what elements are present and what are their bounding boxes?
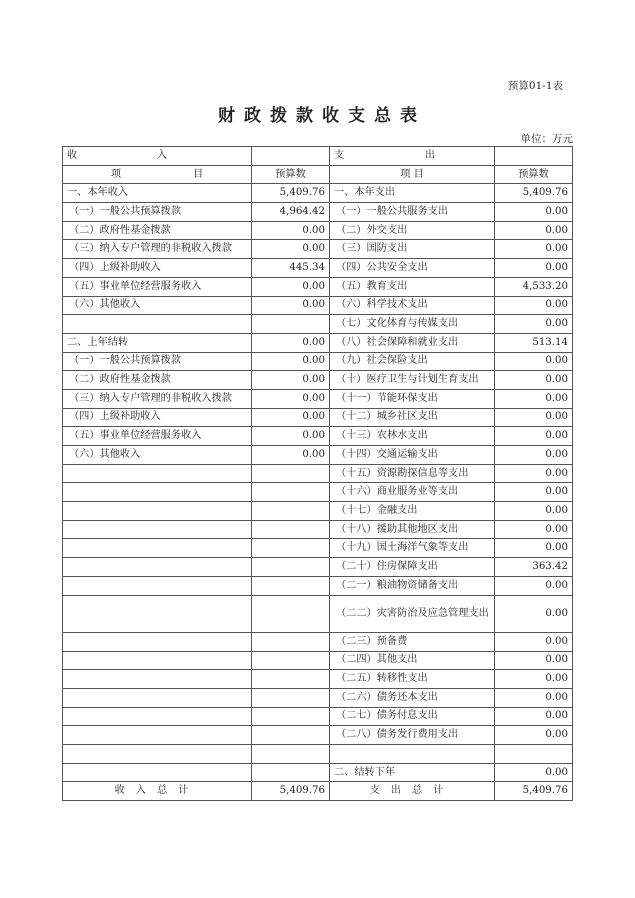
table-row — [63, 371, 573, 390]
table-row — [63, 184, 573, 203]
page-title: 财政拨款收支总表 — [218, 106, 426, 126]
income-item: （五）事业单位经营服务收入 — [63, 277, 252, 296]
income-value — [252, 632, 330, 651]
expense-item: （二三）预备费 — [330, 632, 495, 651]
table-row — [63, 315, 573, 334]
expense-value: 0.00 — [495, 539, 573, 558]
expense-item: （二一）粮油物资储备支出 — [330, 576, 495, 595]
section-header-row — [63, 147, 573, 166]
expense-item-header: 项 目 — [330, 165, 495, 184]
income-item: （二）政府性基金拨款 — [63, 371, 252, 390]
table-row — [63, 632, 573, 651]
budget-table — [62, 146, 573, 801]
table-row — [63, 670, 573, 689]
expense-value: 0.00 — [495, 502, 573, 521]
expense-item: （五）教育支出 — [330, 277, 495, 296]
expense-item: （四）公共安全支出 — [330, 259, 495, 278]
income-item: 二、上年结转 — [63, 333, 252, 352]
income-item — [63, 483, 252, 502]
income-value: 0.00 — [252, 277, 330, 296]
income-item — [63, 595, 252, 632]
income-value: 4,964.42 — [252, 203, 330, 222]
totals-row — [63, 782, 573, 801]
expense-value: 0.00 — [495, 240, 573, 259]
table-row — [63, 446, 573, 465]
table-row — [63, 688, 573, 707]
expense-item: （二七）债务付息支出 — [330, 707, 495, 726]
expense-value: 0.00 — [495, 464, 573, 483]
income-value — [252, 726, 330, 745]
income-item — [63, 763, 252, 782]
table-row — [63, 240, 573, 259]
income-item — [63, 670, 252, 689]
table-row — [63, 427, 573, 446]
table-row — [63, 483, 573, 502]
income-value — [252, 558, 330, 577]
expense-item: （一）一般公共服务支出 — [330, 203, 495, 222]
income-value — [252, 502, 330, 521]
expense-item: （六）科学技术支出 — [330, 296, 495, 315]
income-item: （二）政府性基金拨款 — [63, 221, 252, 240]
income-value — [252, 707, 330, 726]
income-item-header: 项 目 — [63, 165, 252, 184]
expense-value: 0.00 — [495, 763, 573, 782]
expense-total-label: 支出总计 — [330, 782, 495, 801]
expense-value: 0.00 — [495, 352, 573, 371]
income-item — [63, 707, 252, 726]
table-row — [63, 763, 573, 782]
table-row — [63, 726, 573, 745]
expense-item: （十七）金融支出 — [330, 502, 495, 521]
income-value: 0.00 — [252, 427, 330, 446]
expense-value: 0.00 — [495, 389, 573, 408]
expense-item: （九）社会保险支出 — [330, 352, 495, 371]
expense-value — [495, 745, 573, 764]
income-total-value: 5,409.76 — [252, 782, 330, 801]
expense-item: （十四）交通运输支出 — [330, 446, 495, 465]
expense-value: 0.00 — [495, 259, 573, 278]
expense-value: 0.00 — [495, 595, 573, 632]
table-row — [63, 464, 573, 483]
income-item — [63, 632, 252, 651]
expense-value: 0.00 — [495, 371, 573, 390]
income-value — [252, 539, 330, 558]
expense-item: （二四）其他支出 — [330, 651, 495, 670]
table-row — [63, 595, 573, 632]
expense-item: （十一）节能环保支出 — [330, 389, 495, 408]
expense-value: 0.00 — [495, 427, 573, 446]
income-value: 0.00 — [252, 389, 330, 408]
income-value — [252, 520, 330, 539]
income-item — [63, 688, 252, 707]
income-item — [63, 539, 252, 558]
expense-item: （十九）国土海洋气象等支出 — [330, 539, 495, 558]
income-value — [252, 651, 330, 670]
expense-value: 0.00 — [495, 576, 573, 595]
table-row — [63, 203, 573, 222]
expense-item: （二）外交支出 — [330, 221, 495, 240]
income-item — [63, 520, 252, 539]
income-value: 0.00 — [252, 352, 330, 371]
expense-total-value: 5,409.76 — [495, 782, 573, 801]
table-row — [63, 352, 573, 371]
expense-section-header: 支 出 — [330, 147, 495, 166]
expense-item: （二五）转移性支出 — [330, 670, 495, 689]
expense-value: 0.00 — [495, 632, 573, 651]
income-value — [252, 464, 330, 483]
income-value: 5,409.76 — [252, 184, 330, 203]
table-row — [63, 745, 573, 764]
expense-item: （十三）农林水支出 — [330, 427, 495, 446]
expense-value: 513.14 — [495, 333, 573, 352]
expense-section-blank — [495, 147, 573, 166]
income-item — [63, 315, 252, 334]
income-item — [63, 558, 252, 577]
table-row — [63, 389, 573, 408]
income-item: （六）其他收入 — [63, 296, 252, 315]
expense-item: （十五）资源勘探信息等支出 — [330, 464, 495, 483]
income-item: （一）一般公共预算拨款 — [63, 203, 252, 222]
table-row — [63, 558, 573, 577]
expense-item: （二八）债务发行费用支出 — [330, 726, 495, 745]
expense-item — [330, 745, 495, 764]
income-value — [252, 745, 330, 764]
income-section-blank — [252, 147, 330, 166]
expense-value: 0.00 — [495, 203, 573, 222]
table-row — [63, 539, 573, 558]
table-row — [63, 576, 573, 595]
income-budget-header: 预算数 — [252, 165, 330, 184]
expense-item: （十六）商业服务业等支出 — [330, 483, 495, 502]
income-item — [63, 502, 252, 521]
expense-value: 0.00 — [495, 688, 573, 707]
expense-item: （二二）灾害防治及应急管理支出 — [330, 595, 495, 632]
income-value — [252, 483, 330, 502]
table-row — [63, 277, 573, 296]
expense-value: 0.00 — [495, 726, 573, 745]
income-item: （五）事业单位经营服务收入 — [63, 427, 252, 446]
income-value — [252, 688, 330, 707]
expense-item: （八）社会保障和就业支出 — [330, 333, 495, 352]
income-value — [252, 315, 330, 334]
expense-value: 0.00 — [495, 707, 573, 726]
income-total-label: 收入总计 — [63, 782, 252, 801]
income-value — [252, 576, 330, 595]
table-row — [63, 651, 573, 670]
table-row — [63, 221, 573, 240]
table-row — [63, 707, 573, 726]
income-value: 0.00 — [252, 221, 330, 240]
income-item — [63, 726, 252, 745]
income-value: 0.00 — [252, 333, 330, 352]
expense-item: 一、本年支出 — [330, 184, 495, 203]
expense-item: （二十）住房保障支出 — [330, 558, 495, 577]
income-value — [252, 670, 330, 689]
income-item: （三）纳入专户管理的非税收入拨款 — [63, 240, 252, 259]
income-item — [63, 651, 252, 670]
expense-item: （七）文化体育与传媒支出 — [330, 315, 495, 334]
expense-value: 0.00 — [495, 221, 573, 240]
expense-item: 二、结转下年 — [330, 763, 495, 782]
income-value: 0.00 — [252, 408, 330, 427]
expense-budget-header: 预算数 — [495, 165, 573, 184]
expense-value: 0.00 — [495, 408, 573, 427]
expense-value: 363.42 — [495, 558, 573, 577]
expense-value: 0.00 — [495, 670, 573, 689]
expense-item: （三）国防支出 — [330, 240, 495, 259]
expense-value: 5,409.76 — [495, 184, 573, 203]
expense-value: 0.00 — [495, 483, 573, 502]
table-row — [63, 259, 573, 278]
income-value: 0.00 — [252, 240, 330, 259]
income-item: （一）一般公共预算拨款 — [63, 352, 252, 371]
column-header-row — [63, 165, 573, 184]
income-value: 445.34 — [252, 259, 330, 278]
income-value: 0.00 — [252, 446, 330, 465]
expense-value: 0.00 — [495, 651, 573, 670]
income-value: 0.00 — [252, 371, 330, 390]
income-item — [63, 576, 252, 595]
expense-value: 0.00 — [495, 315, 573, 334]
expense-item: （十二）城乡社区支出 — [330, 408, 495, 427]
expense-value: 4,533.20 — [495, 277, 573, 296]
income-item — [63, 464, 252, 483]
unit-label: 单位：万元 — [520, 133, 573, 145]
income-item: （六）其他收入 — [63, 446, 252, 465]
table-row — [63, 296, 573, 315]
table-row — [63, 502, 573, 521]
table-row — [63, 408, 573, 427]
expense-value: 0.00 — [495, 296, 573, 315]
income-item: 一、本年收入 — [63, 184, 252, 203]
income-item: （三）纳入专户管理的非税收入拨款 — [63, 389, 252, 408]
income-item: （四）上级补助收入 — [63, 408, 252, 427]
table-row — [63, 333, 573, 352]
table-row — [63, 520, 573, 539]
income-item — [63, 745, 252, 764]
income-item: （四）上级补助收入 — [63, 259, 252, 278]
income-section-header: 收 入 — [63, 147, 252, 166]
expense-item: （十八）援助其他地区支出 — [330, 520, 495, 539]
income-value — [252, 763, 330, 782]
expense-item: （二六）债务还本支出 — [330, 688, 495, 707]
income-value: 0.00 — [252, 296, 330, 315]
expense-value: 0.00 — [495, 520, 573, 539]
income-value — [252, 595, 330, 632]
expense-item: （十）医疗卫生与计划生育支出 — [330, 371, 495, 390]
form-code: 预算01-1表 — [507, 80, 563, 92]
expense-value: 0.00 — [495, 446, 573, 465]
